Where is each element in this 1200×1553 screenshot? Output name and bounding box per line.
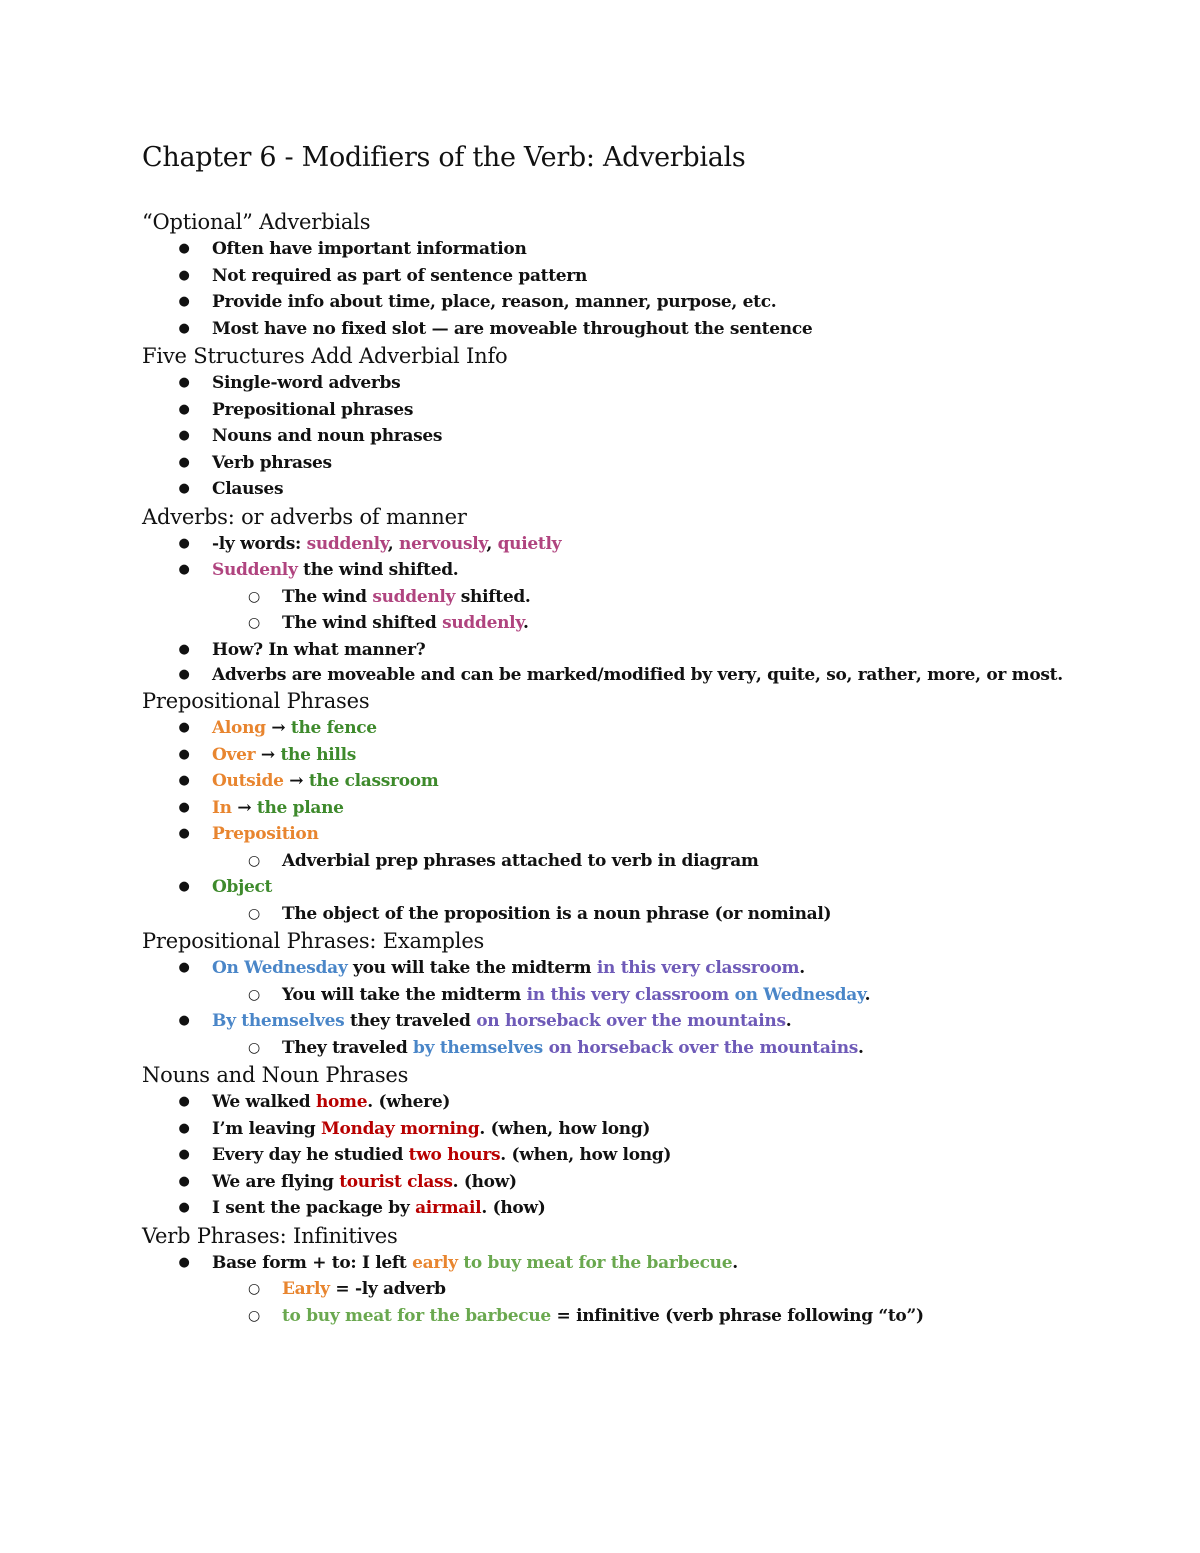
- list-text: Single-word adverbs: [212, 373, 401, 393]
- list-item: [142, 955, 1102, 982]
- list-text: →: [283, 771, 309, 791]
- list-text: so: [826, 665, 847, 685]
- list-text: Adverbial prep phrases attached to verb in diagram: [282, 850, 759, 871]
- list-text: .: [522, 613, 529, 633]
- sub-list-item: [142, 982, 1102, 1009]
- list-text: .: [864, 984, 871, 1005]
- list-text: shifted.: [455, 586, 531, 607]
- list-item: [142, 450, 1102, 477]
- list-item: [142, 1089, 1102, 1116]
- disc-bullet-icon: ●: [178, 294, 190, 309]
- highlighted-text: early: [412, 1252, 458, 1273]
- list-text: .: [1057, 665, 1063, 685]
- list-text: . (when, how long): [500, 1145, 672, 1165]
- list-text: Base form + to: I left: [212, 1252, 413, 1273]
- section-heading: Prepositional Phrases: Examples: [142, 929, 485, 953]
- highlighted-text: home: [315, 1092, 368, 1112]
- list-text: Nouns and noun phrases: [212, 426, 443, 446]
- list-item: [142, 874, 1102, 901]
- list-item: [142, 663, 1102, 687]
- list-text: . (how): [452, 1171, 517, 1192]
- highlighted-text: on Wednesday: [734, 984, 865, 1005]
- sub-list-item: [142, 901, 1102, 928]
- disc-bullet-icon: ●: [178, 320, 190, 336]
- list-text: . (where): [367, 1092, 451, 1112]
- disc-bullet-icon: ●: [178, 720, 190, 735]
- highlighted-text: on horseback over the mountains: [548, 1037, 859, 1058]
- list-text: Provide info about time, place, reason, manner, purpose, etc.: [212, 292, 777, 312]
- circle-bullet-icon: ○: [248, 1307, 260, 1324]
- highlighted-text: by themselves: [413, 1037, 543, 1058]
- list-item: [142, 531, 1102, 558]
- disc-bullet-icon: ●: [178, 1254, 190, 1270]
- highlighted-text: Preposition: [212, 824, 319, 844]
- list-item: [142, 1250, 1102, 1277]
- list-item: [142, 795, 1102, 822]
- disc-bullet-icon: ●: [178, 1120, 190, 1136]
- list-item: [142, 236, 1102, 263]
- bullet-list: [142, 955, 1102, 1061]
- highlighted-text: to buy meat for the barbecue: [282, 1305, 551, 1326]
- highlighted-text: suddenly: [306, 533, 388, 554]
- list-item: [142, 289, 1102, 316]
- list-item: [142, 370, 1102, 397]
- list-text: Clauses: [212, 479, 284, 499]
- highlighted-text: Suddenly: [212, 560, 298, 580]
- bullet-list: [142, 531, 1102, 688]
- section-heading: Nouns and Noun Phrases: [142, 1063, 409, 1087]
- list-text: = -ly adverb: [329, 1279, 446, 1299]
- disc-bullet-icon: ●: [178, 773, 190, 788]
- circle-bullet-icon: ○: [248, 1039, 260, 1056]
- bullet-list: [142, 236, 1102, 342]
- list-item: [142, 316, 1102, 343]
- sub-list-item: [142, 1276, 1102, 1303]
- list-item: [142, 557, 1102, 584]
- disc-bullet-icon: ●: [178, 1013, 190, 1028]
- list-text: They traveled: [282, 1037, 414, 1058]
- list-text: most: [1011, 665, 1058, 685]
- circle-bullet-icon: ○: [248, 588, 260, 605]
- highlighted-text: Early: [282, 1279, 330, 1299]
- section-heading: Five Structures Add Adverbial Info: [142, 344, 508, 368]
- list-text: you will take the midterm: [347, 958, 597, 978]
- section-heading: Prepositional Phrases: [142, 689, 370, 713]
- section-heading: “Optional” Adverbials: [142, 210, 371, 234]
- bullet-list: [142, 1089, 1102, 1222]
- disc-bullet-icon: ●: [178, 1173, 190, 1189]
- sub-list-item: [142, 584, 1102, 611]
- list-text: = infinitive (verb phrase following “to”): [550, 1305, 924, 1326]
- circle-bullet-icon: ○: [248, 986, 260, 1003]
- highlighted-text: On Wednesday: [212, 958, 348, 978]
- highlighted-text: in this very classroom: [596, 958, 800, 978]
- disc-bullet-icon: ●: [178, 960, 190, 975]
- highlighted-text: to buy meat for the barbecue: [463, 1252, 733, 1273]
- disc-bullet-icon: ●: [178, 879, 190, 894]
- highlighted-text: on horseback over the mountains: [476, 1011, 786, 1031]
- section-heading: Verb Phrases: Infinitives: [142, 1223, 398, 1248]
- sub-list-item: [142, 610, 1102, 637]
- list-text: ,: [915, 665, 928, 685]
- disc-bullet-icon: ●: [178, 375, 190, 390]
- disc-bullet-icon: ●: [178, 667, 190, 682]
- disc-bullet-icon: ●: [178, 562, 190, 577]
- page-title: Chapter 6 - Modifiers of the Verb: Adverbials: [142, 142, 746, 173]
- list-text: Most have no fixed slot — are moveable throughout the sentence: [212, 318, 813, 339]
- disc-bullet-icon: ●: [178, 454, 190, 470]
- bullet-list: [142, 370, 1102, 503]
- circle-bullet-icon: ○: [248, 852, 260, 869]
- list-item: [142, 821, 1102, 848]
- highlighted-text: suddenly: [372, 586, 456, 607]
- list-text: more: [927, 665, 976, 685]
- disc-bullet-icon: ●: [178, 481, 190, 496]
- list-text: You will take the midterm: [282, 984, 527, 1005]
- highlighted-text: In: [212, 797, 232, 818]
- circle-bullet-icon: ○: [248, 1281, 260, 1297]
- list-item: [142, 715, 1102, 742]
- list-text: Prepositional phrases: [212, 399, 414, 420]
- sub-list-item: [142, 1035, 1102, 1062]
- list-item: [142, 1142, 1102, 1169]
- list-text: I sent the package by: [212, 1198, 416, 1218]
- list-text: very: [717, 665, 756, 685]
- list-item: [142, 397, 1102, 424]
- list-text: We are flying: [212, 1171, 340, 1192]
- highlighted-text: in this very classroom: [526, 984, 729, 1005]
- section-heading: Adverbs: or adverbs of manner: [142, 504, 467, 529]
- disc-bullet-icon: ●: [178, 1094, 190, 1109]
- list-text: →: [231, 797, 257, 818]
- list-text: quite: [767, 665, 815, 685]
- list-text: →: [265, 718, 291, 738]
- list-item: [142, 637, 1102, 664]
- list-text: ,: [486, 533, 498, 554]
- list-text: rather: [857, 665, 916, 685]
- disc-bullet-icon: ●: [178, 641, 190, 657]
- list-item: [142, 1169, 1102, 1196]
- list-text: We walked: [212, 1092, 316, 1112]
- highlighted-text: quietly: [497, 533, 562, 554]
- highlighted-text: Monday morning: [320, 1118, 480, 1139]
- highlighted-text: the plane: [256, 797, 344, 818]
- list-text: .: [799, 958, 805, 978]
- list-item: [142, 768, 1102, 795]
- highlighted-text: Over: [212, 744, 256, 765]
- disc-bullet-icon: ●: [178, 826, 190, 841]
- disc-bullet-icon: ●: [178, 799, 190, 815]
- list-text: .: [785, 1011, 792, 1031]
- list-text: →: [255, 744, 281, 765]
- list-text: . (how): [481, 1198, 546, 1218]
- list-item: [142, 1116, 1102, 1143]
- list-text: Often have important information: [212, 239, 527, 259]
- highlighted-text: the classroom: [308, 771, 439, 791]
- sub-list-item: [142, 1303, 1102, 1330]
- highlighted-text: Along: [212, 718, 266, 738]
- list-text: they traveled: [344, 1011, 477, 1031]
- list-item: [142, 476, 1102, 503]
- list-text: .: [858, 1037, 864, 1058]
- list-text: I’m leaving: [212, 1118, 321, 1139]
- highlighted-text: the fence: [290, 718, 377, 738]
- bullet-list: [142, 1250, 1102, 1330]
- highlighted-text: tourist class: [339, 1171, 453, 1192]
- circle-bullet-icon: ○: [248, 615, 260, 631]
- list-text: , or: [975, 665, 1012, 685]
- disc-bullet-icon: ●: [178, 535, 190, 551]
- disc-bullet-icon: ●: [178, 1147, 190, 1162]
- list-item: [142, 742, 1102, 769]
- list-text: Not required as part of sentence pattern: [212, 265, 588, 286]
- bullet-list: [142, 715, 1102, 927]
- list-text: . (when, how long): [479, 1118, 651, 1139]
- list-item: [142, 1008, 1102, 1035]
- list-item: [142, 423, 1102, 450]
- highlighted-text: the hills: [280, 744, 357, 765]
- disc-bullet-icon: ●: [178, 746, 190, 762]
- sub-list-item: [142, 848, 1102, 875]
- disc-bullet-icon: ●: [178, 1200, 190, 1215]
- list-text: ,: [814, 665, 827, 685]
- highlighted-text: airmail: [415, 1198, 482, 1218]
- disc-bullet-icon: ●: [178, 428, 190, 443]
- highlighted-text: Outside: [212, 771, 284, 791]
- disc-bullet-icon: ●: [178, 267, 190, 283]
- list-text: -ly words:: [212, 533, 307, 554]
- list-text: The object of the proposition is a noun phrase (or nominal): [282, 903, 832, 924]
- highlighted-text: By themselves: [212, 1011, 345, 1031]
- highlighted-text: Object: [212, 877, 273, 897]
- list-text: Every day he studied: [212, 1145, 409, 1165]
- disc-bullet-icon: ●: [178, 401, 190, 417]
- notes-body: [142, 208, 1102, 1329]
- highlighted-text: nervously: [399, 533, 487, 554]
- list-text: the wind shifted.: [297, 560, 459, 580]
- list-text: How? In what manner?: [212, 639, 426, 660]
- list-text: ,: [755, 665, 768, 685]
- list-text: .: [732, 1252, 738, 1273]
- list-item: [142, 263, 1102, 290]
- highlighted-text: two hours: [408, 1145, 501, 1165]
- document-page: [142, 138, 1102, 1329]
- list-text: ,: [387, 533, 400, 554]
- list-text: Adverbs are moveable and can be marked/modified by: [212, 665, 718, 685]
- highlighted-text: suddenly: [442, 613, 523, 633]
- list-text: Verb phrases: [212, 452, 332, 473]
- list-text: The wind shifted: [282, 613, 443, 633]
- list-text: ,: [846, 665, 858, 685]
- circle-bullet-icon: ○: [248, 905, 260, 922]
- list-text: The wind: [282, 586, 373, 607]
- list-item: [142, 1195, 1102, 1222]
- disc-bullet-icon: ●: [178, 241, 190, 256]
